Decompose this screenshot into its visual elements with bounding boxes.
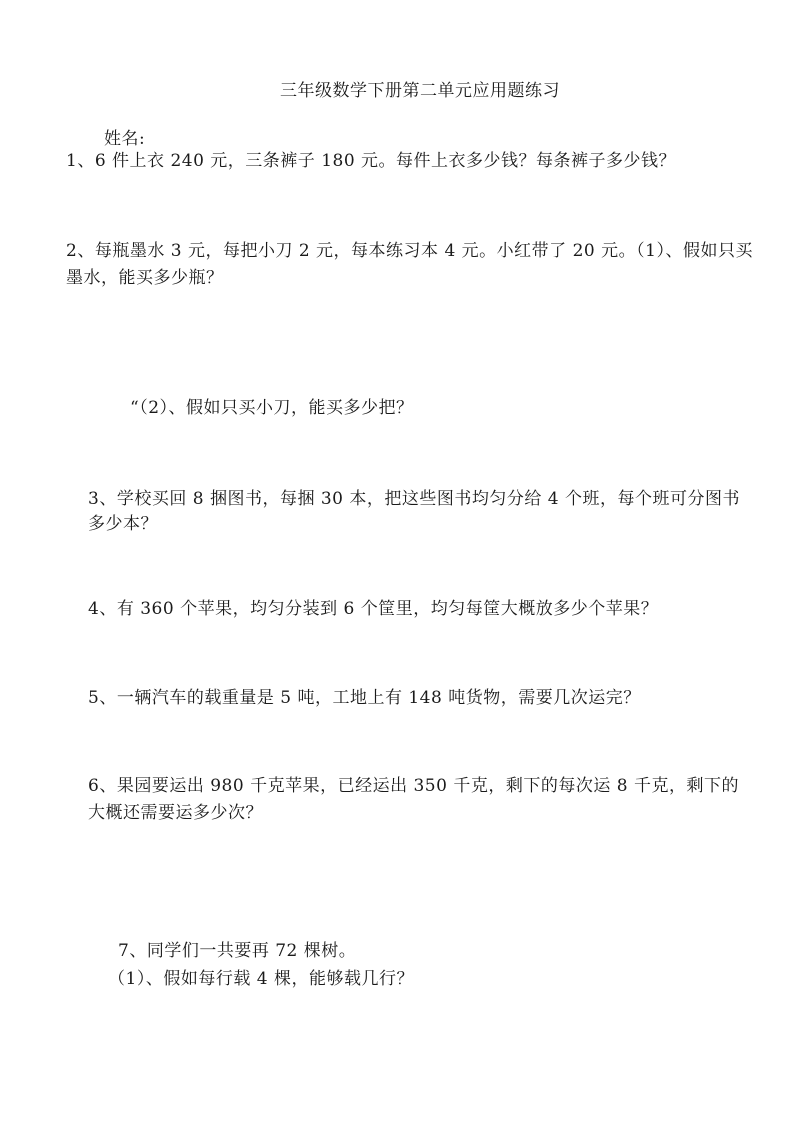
- question-2-line-1: 2、每瓶墨水 3 元，每把小刀 2 元，每本练习本 4 元。小红带了 20 元。（1）、假如只买: [66, 241, 753, 261]
- question-3-line-1: 3、学校买回 8 捆图书，每捆 30 本，把这些图书均匀分给 4 个班，每个班可分图书: [88, 489, 741, 509]
- question-5: 5、一辆汽车的载重量是 5 吨，工地上有 148 吨货物，需要几次运完？: [88, 688, 641, 708]
- name-label: 姓名:: [104, 129, 146, 149]
- page-title: 三年级数学下册第二单元应用题练习: [280, 81, 560, 101]
- question-7-line-1: 7、同学们一共要再 72 棵树。: [118, 941, 357, 961]
- question-7-line-2: （1）、假如每行载 4 棵，能够载几行？: [108, 969, 414, 989]
- question-4: 4、有 360 个苹果，均匀分装到 6 个筐里，均匀每筐大概放多少个苹果？: [88, 599, 659, 619]
- question-2-part-2: “（2）、假如只买小刀，能买多少把？: [130, 398, 414, 418]
- question-6-line-2: 大概还需要运多少次？: [88, 803, 263, 823]
- question-6-line-1: 6、果园要运出 980 千克苹果，已经运出 350 千克，剩下的每次运 8 千克，剩下的: [88, 776, 739, 796]
- question-3-line-2: 多少本？: [88, 514, 158, 534]
- question-1: 1、6 件上衣 240 元，三条裤子 180 元。每件上衣多少钱？每条裤子多少钱？: [66, 151, 677, 171]
- question-2-line-2: 墨水，能买多少瓶？: [66, 268, 224, 288]
